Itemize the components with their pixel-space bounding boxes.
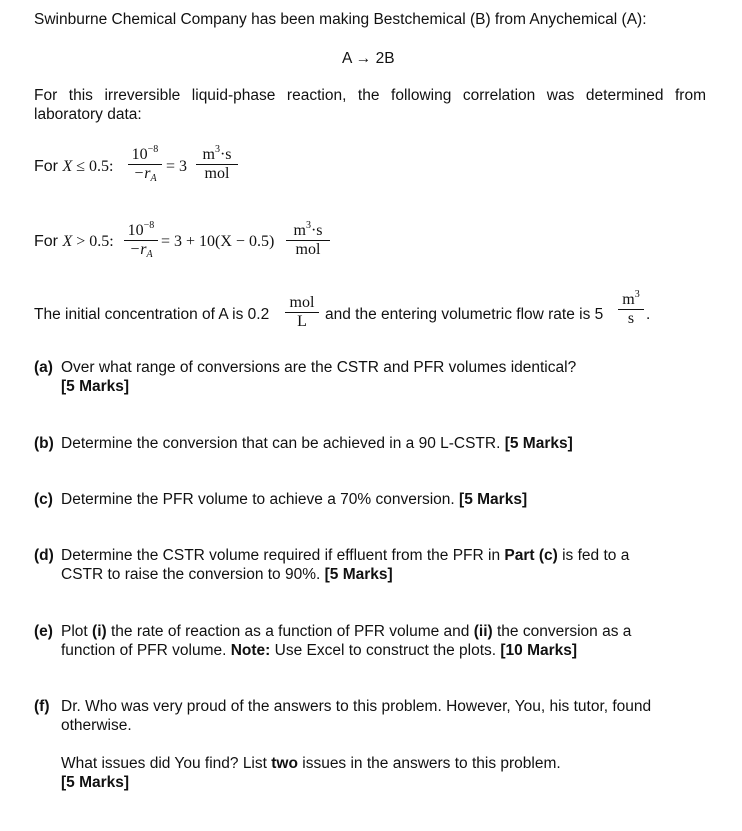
eq1-condition: For X ≤ 0.5: — [34, 158, 114, 175]
question-b: (b) Determine the conversion that can be achieved in a 90 L-CSTR. [5 Marks] — [34, 435, 573, 452]
initial-tail: . — [646, 306, 651, 323]
initial-text-1: The initial concentration of A is 0.2 — [34, 306, 270, 323]
question-e: (e) Plot (i) the rate of reaction as a function of PFR volume and (ii) the conversion as a function of PFR volume. Note: Use Excel to construct the plots. [10 Marks] — [34, 623, 632, 659]
question-f: (f) Dr. Who was very proud of the answers to this problem. However, You, his tutor, found otherwise. What issues did You find? List two issues in the answers to this problem. [5 Marks] — [34, 698, 652, 791]
eq2-rhs: = 3 + 10(X − 0.5) — [161, 233, 275, 250]
question-d: (d) Determine the CSTR volume required if effluent from the PFR in Part (c) is fed to a CSTR to raise the conversion to 90%. [5 Marks] — [34, 547, 630, 583]
reaction-equation: A → 2B — [342, 50, 395, 67]
question-c: (c) Determine the PFR volume to achieve a 70% conversion. [5 Marks] — [34, 491, 528, 508]
concentration-unit-fraction: mol L — [285, 294, 319, 331]
initial-text-2: and the entering volumetric flow rate is 5 — [325, 306, 604, 323]
eq1-unit-fraction: $m^3\cdot s$ mol — [196, 146, 238, 183]
eq1-equals: = 3 — [166, 158, 188, 175]
eq1-rate-fraction: $\frac{10^{-8}}{-rA}$ — [128, 146, 162, 183]
flow-unit-fraction: $\frac{m^3}{s}$ — [618, 291, 644, 328]
question-a: (a) Over what range of conversions are the CSTR and PFR volumes identical? [5 Marks] — [34, 359, 577, 395]
eq2-unit-fraction: $m^3\cdot s$ mol — [286, 222, 330, 259]
intro-text: Swinburne Chemical Company has been making Bestchemical (B) from Anychemical (A): — [34, 11, 647, 28]
eq2-rate-fraction: $\frac{10^{-8}}{-rA}$ — [124, 222, 158, 259]
correlation-paragraph: For this irreversible liquid-phase reaction, the following correlation was determined from laboratory data: — [34, 87, 706, 123]
eq2-condition: For X > 0.5: — [34, 233, 114, 250]
